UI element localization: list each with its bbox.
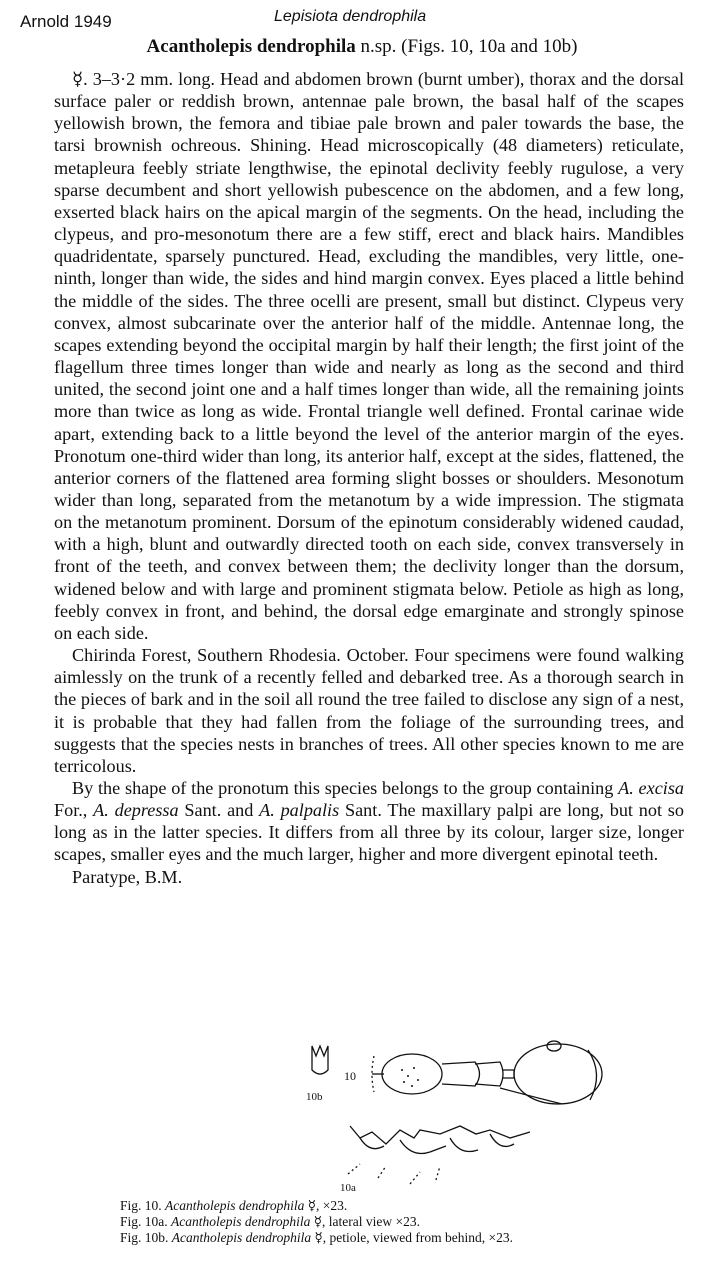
header-species-name: Lepisiota dendrophila	[274, 8, 427, 25]
figure-captions	[120, 1198, 513, 1246]
head-outline	[382, 1054, 442, 1094]
species-heading-rest: n.sp. (Figs. 10, 10a and 10b)	[355, 36, 578, 57]
locality-paragraph: Chirinda Forest, Southern Rhodesia. October. Four specimens were found walking aimlessly on the trunk of a recently felled and debarked tree. As a thorough search in the pieces of bark and in the soil all round the tree failed to disclose any sign of a nest, it is probable that they had fallen from the foliage of the surrounding trees, and suggests that the species nests in branches of trees. All other species known to me are terricolous.	[54, 645, 684, 776]
type-note-paragraph: Paratype, B.M.	[72, 866, 183, 887]
ant-figure	[300, 1034, 620, 1194]
caption-fig-10: Fig. 10. Acantholepis dendrophila ☿, ×23.	[120, 1198, 348, 1213]
figure-label-10a: 10a	[340, 1182, 356, 1194]
caption-fig-10b: Fig. 10b. Acantholepis dendrophila ☿, petiole, viewed from behind, ×23.	[120, 1230, 513, 1245]
figure-label-10: 10	[344, 1069, 356, 1083]
species-heading-name: Acantholepis dendrophila	[146, 36, 356, 57]
caption-fig-10a: Fig. 10a. Acantholepis dendrophila ☿, lateral view ×23.	[120, 1214, 420, 1229]
petiole-rear-view	[312, 1046, 328, 1074]
species-heading	[0, 36, 724, 58]
figure-label-10b: 10b	[306, 1091, 323, 1103]
species-ref: A. excisa	[618, 778, 684, 798]
description-paragraph: ☿. 3–3·2 mm. long. Head and abdomen brown (burnt umber), thorax and the dorsal surface paler or reddish brown, antennae pale brown, the basal half of the scapes yellowish brown, the femora and tibiae pale brown and paler towards the base, the tarsi brownish ochreous. Shining. Head microscopically (48 diameters) reticulate, metapleura feebly striate lengthwise, the epinotal declivity feebly rugulose, a very sparse decumbent and short yellowish pubescence on the abdomen, and a few long, exserted black hairs on the apical margin of the segments. On the head, including the clypeus, and pro-mesonotum there are a few stiff, erect and black hairs. Mandibles quadridentate, sparsely punctured. Head, excluding the mandibles, very little, one-ninth, longer than wide, the sides and hind margin convex. Eyes placed a little behind the middle of the sides. The three ocelli are present, small but distinct. Clypeus very convex, almost subcarinate over the anterior half of the middle. Antennae long, the scapes extending beyond the occipital margin by half their length; the first joint of the flagellum three times longer than wide and nearly as long as the second and third united, the second joint one and a half times longer than wide, all the remaining joints more than twice as long as wide. Frontal triangle well defined. Frontal carinae wide apart, extending back to a little beyond the level of the anterior margin of the eyes. Pronotum one-third wider than long, its anterior half, except at the sides, flattened, the anterior corners of the flattened area forming slight bosses or shoulders. Mesonotum wider than long, separated from the metanotum by a wide impression. The stigmata on the metanotum prominent. Dorsum of the epinotum considerably widened caudad, with a high, blunt and outwardly directed tooth on each side, convex transversely in front of the teeth, and convex between them; the declivity longer than the dorsum, widened below and with large and prominent stigmata below. Petiole as high as long, feebly convex in front, and behind, the dorsal edge emarginate and strongly spinose on each side.	[54, 69, 684, 643]
ant-drawing	[300, 1034, 620, 1194]
thorax-outline	[442, 1062, 480, 1086]
species-ref: A. depressa	[93, 800, 179, 821]
species-ref: A. palpalis	[259, 800, 340, 821]
description-body	[54, 68, 684, 888]
affinity-paragraph: By the shape of the pronotum this species belongs to the group containing A. excisa For., A. depressa Sant. and A. palpalis Sant. The maxillary palpi are long, but not so long as in the latter species. It differs from all three by its colour, larger size, longer scapes, smaller eyes and the much larger, higher and more divergent epinotal teeth.	[54, 778, 684, 865]
lateral-outline	[350, 1126, 530, 1144]
header-author-year: Arnold 1949	[20, 12, 112, 31]
